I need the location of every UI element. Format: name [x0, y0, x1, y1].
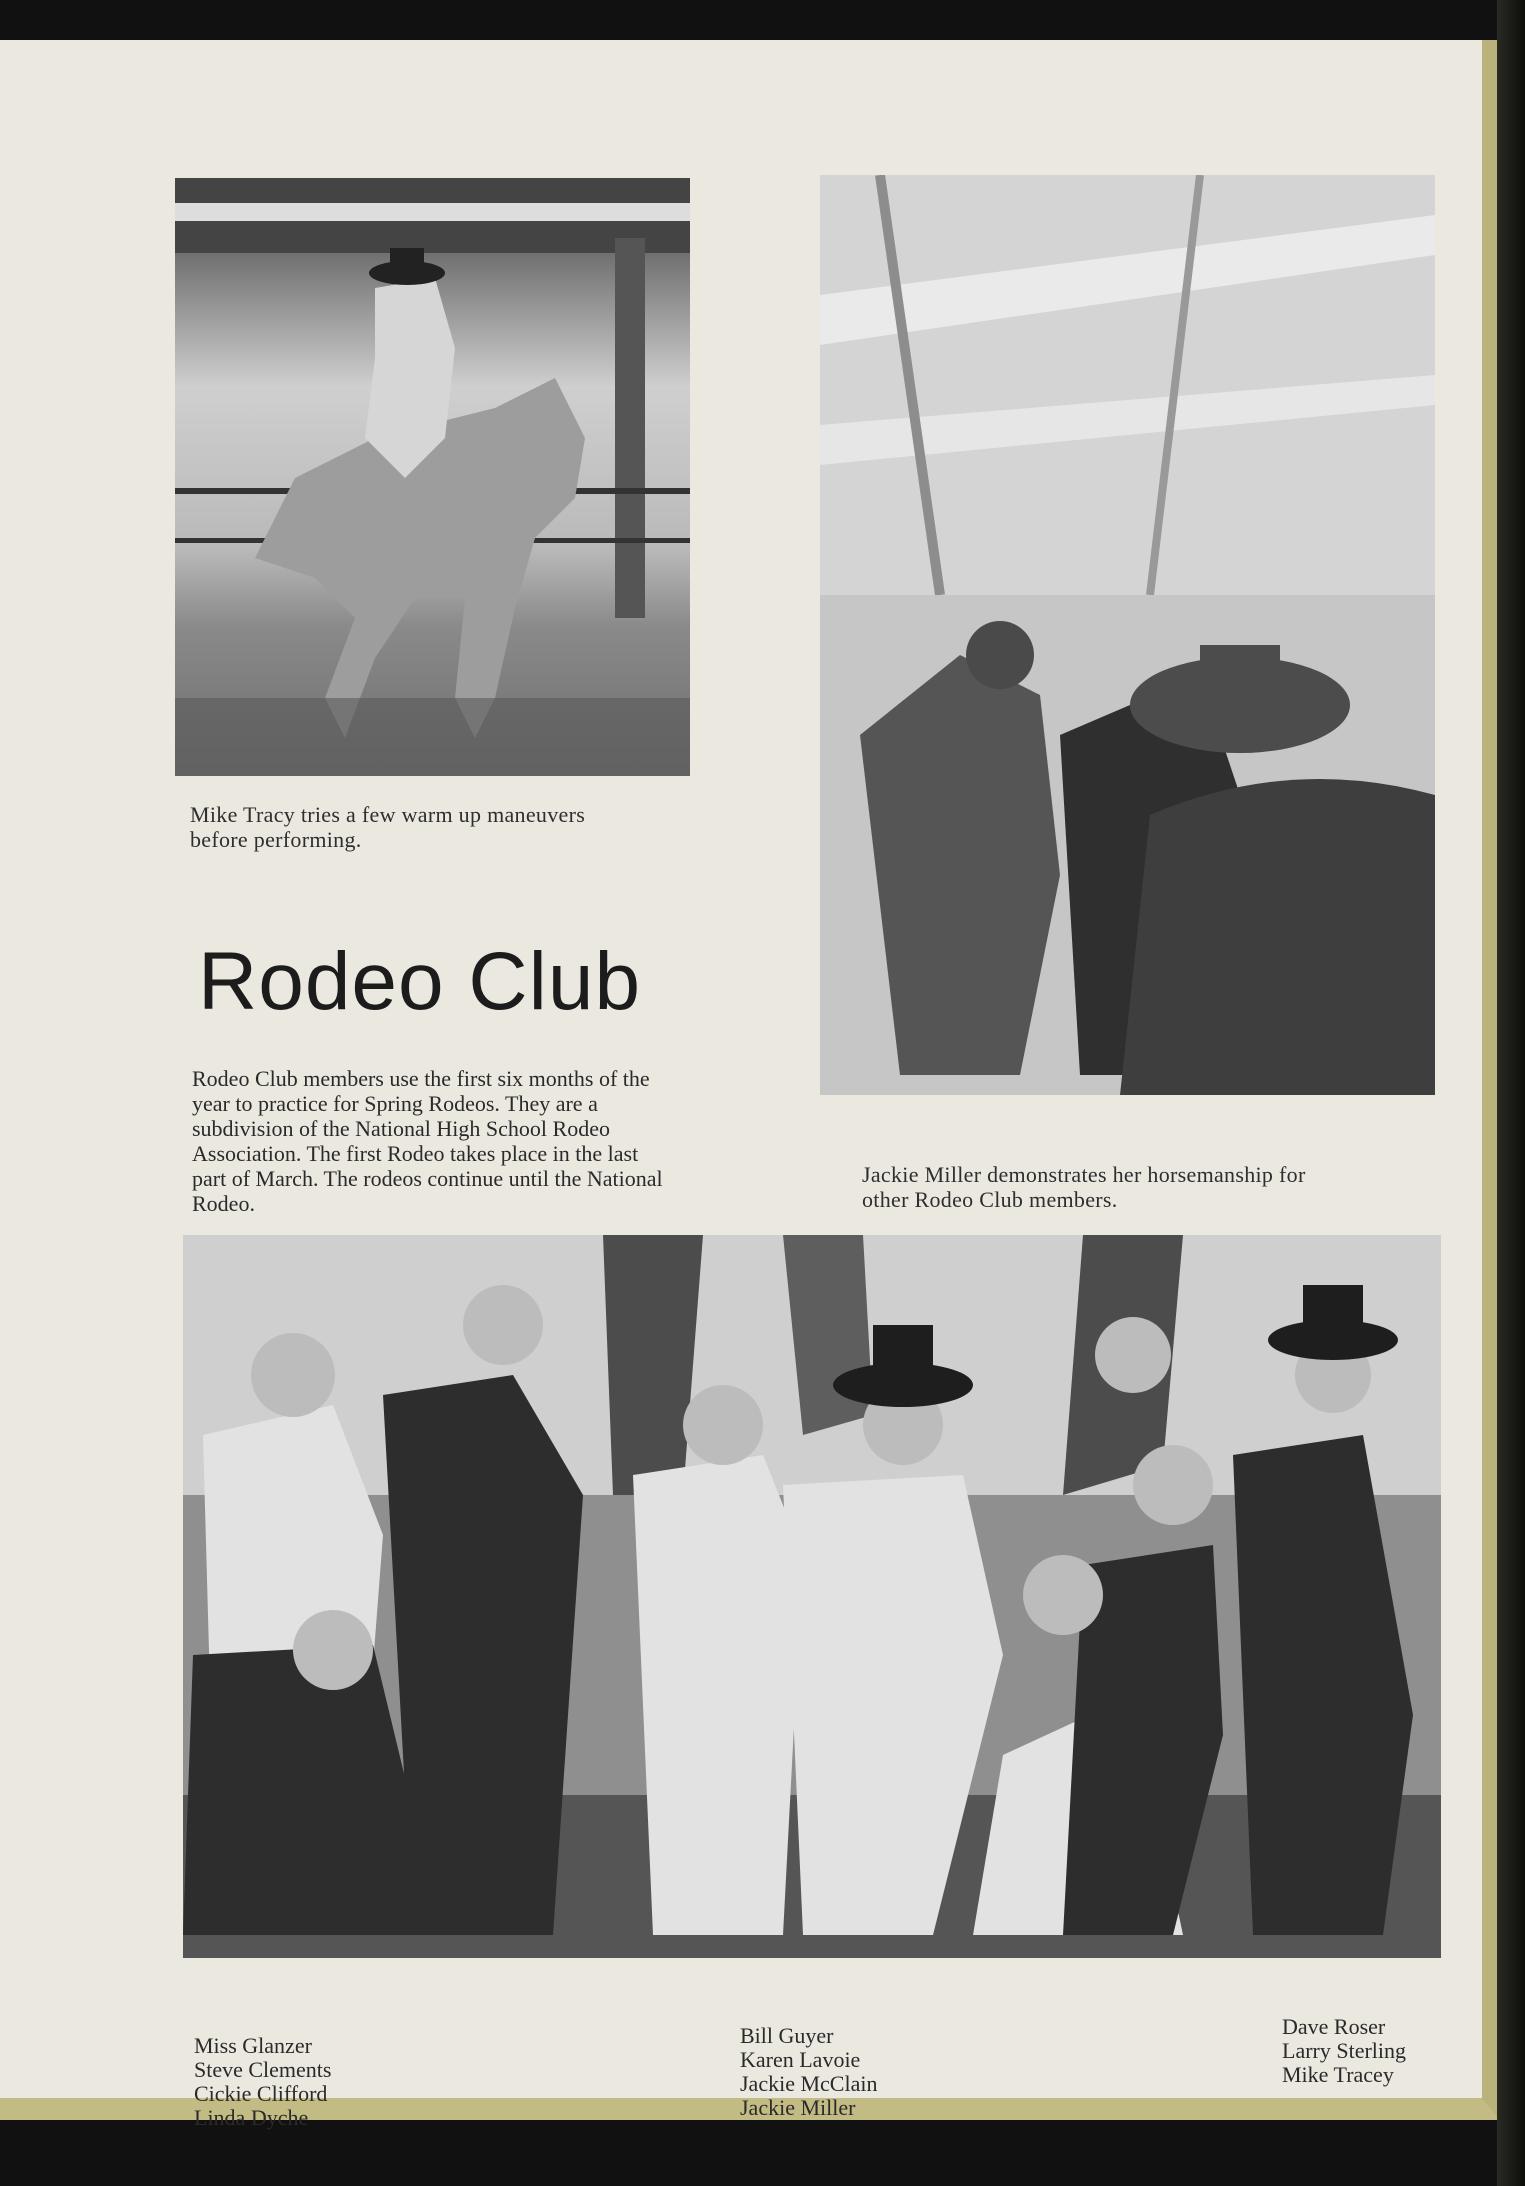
page-title: Rodeo Club: [198, 936, 642, 1027]
rider-caption: [190, 802, 585, 852]
names-column-3: [1282, 2015, 1406, 2087]
name-item: Steve Clements: [194, 2057, 332, 2082]
name-item: Dave Roser: [1282, 2014, 1386, 2039]
caption-line: Jackie Miller demonstrates her horsemanship for: [862, 1162, 1306, 1187]
name-item: Miss Glanzer: [194, 2033, 312, 2058]
rider-photo: [175, 178, 690, 776]
name-item: Mike Tracey: [1282, 2062, 1394, 2087]
arena-caption: [862, 1162, 1306, 1212]
caption-line: Mike Tracy tries a few warm up maneuvers: [190, 802, 586, 827]
caption-line: before performing.: [190, 827, 362, 852]
group-photo: [183, 1235, 1441, 1958]
name-item: Jackie Miller: [740, 2095, 856, 2120]
name-item: Bill Guyer: [740, 2023, 834, 2048]
caption-line: other Rodeo Club members.: [862, 1187, 1118, 1212]
name-item: Jackie McClain: [740, 2071, 878, 2096]
name-item: Linda Dyche: [194, 2105, 309, 2130]
name-item: Karen Lavoie: [740, 2047, 861, 2072]
book-spine: [1497, 0, 1525, 2186]
arena-photo: [820, 175, 1435, 1095]
names-column-1: [194, 2034, 331, 2130]
yearbook-page: [0, 40, 1500, 2130]
article-body: Rodeo Club members use the first six months of the year to practice for Spring Rodeos. They are a subdivision of the National High School Rodeo Association. The first Rodeo takes place in the last part of March. The rodeos continue until the National Rodeo.: [192, 1066, 663, 1216]
name-item: Larry Sterling: [1282, 2038, 1407, 2063]
name-item: Cickie Clifford: [194, 2081, 328, 2106]
names-column-2: [740, 2024, 877, 2120]
